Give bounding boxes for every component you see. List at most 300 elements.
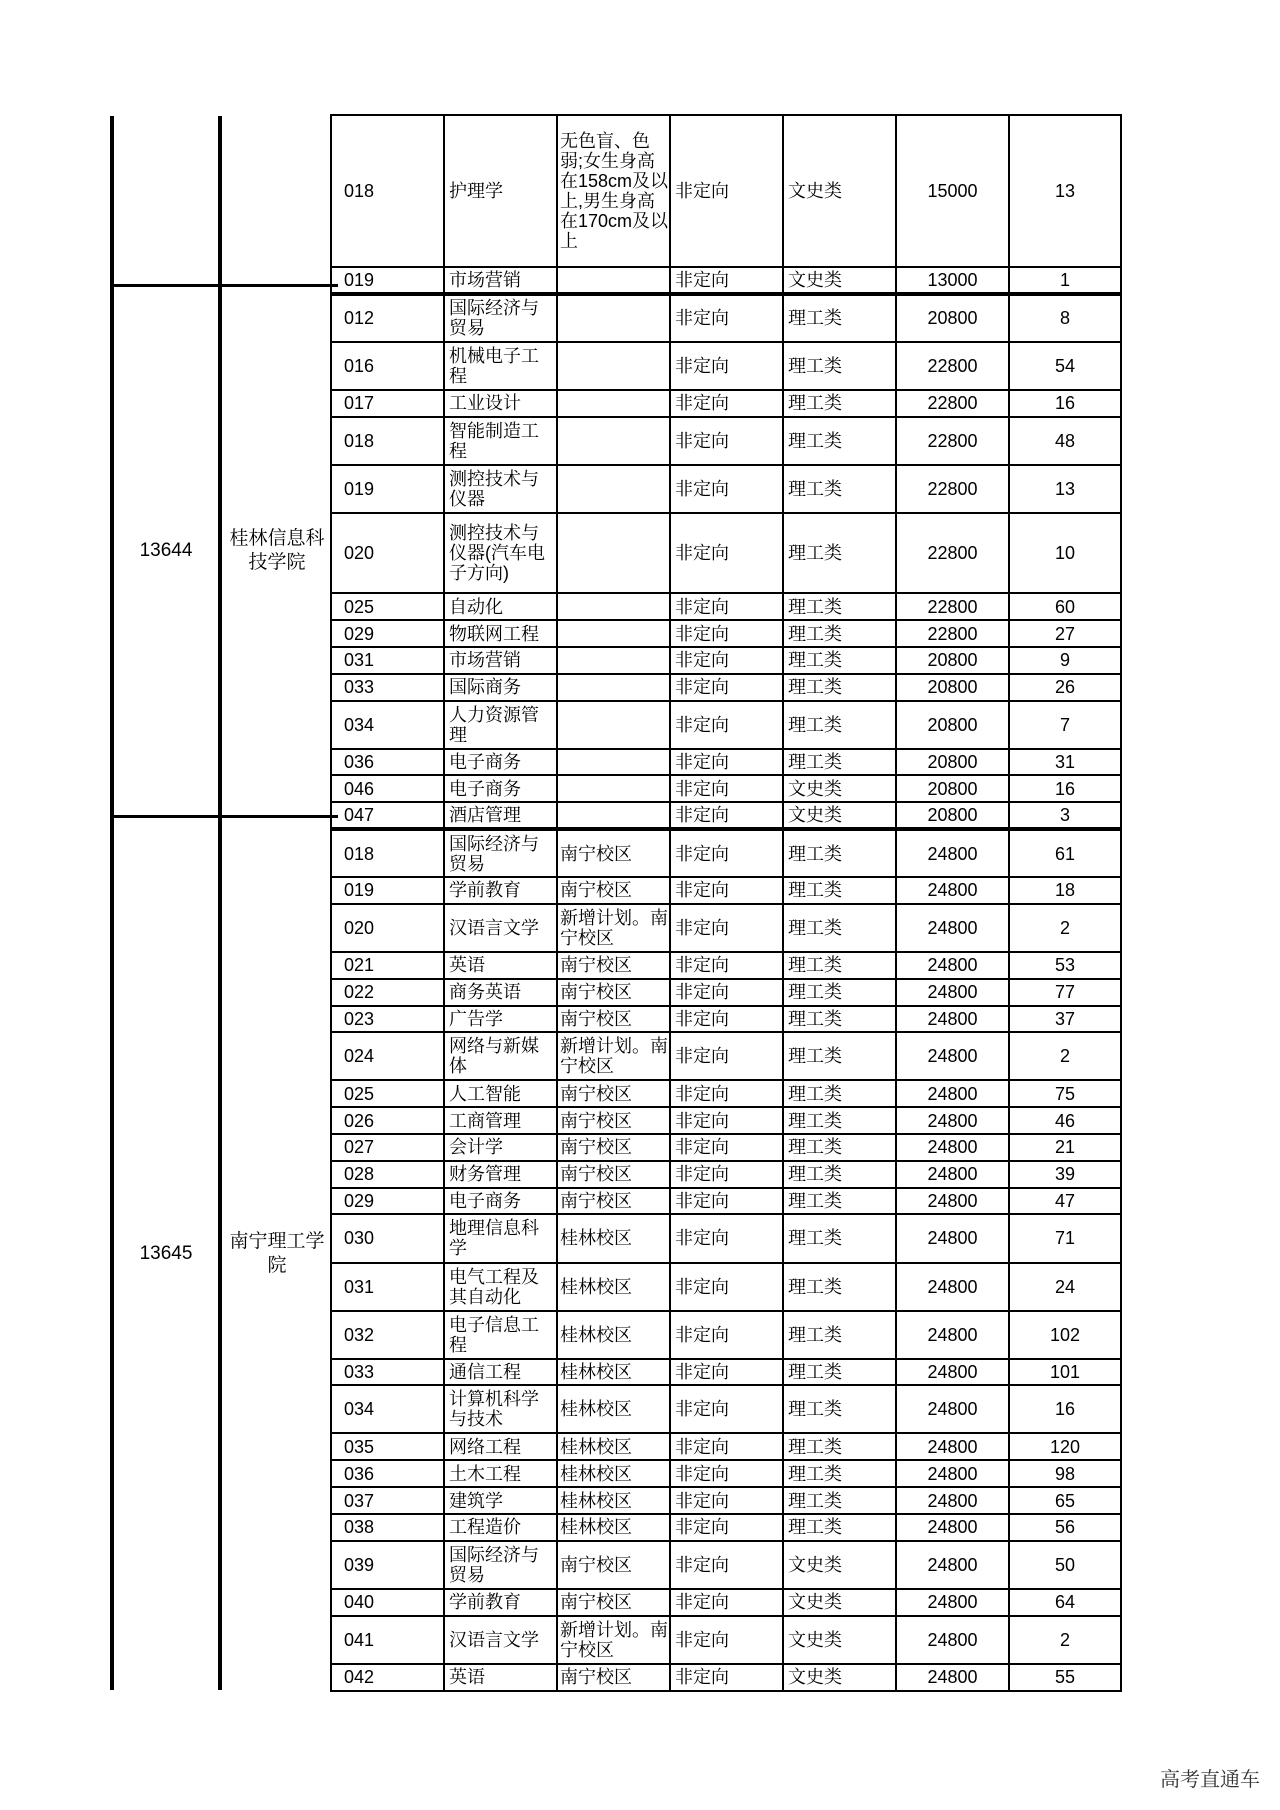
row-code <box>331 1487 444 1514</box>
subject-category-text: 理工类 <box>788 1008 842 1029</box>
remark-text: 南宁校区 <box>560 1110 632 1131</box>
tuition-fee-text: 13000 <box>927 269 978 290</box>
row-code-text: 034 <box>344 714 375 735</box>
enrollment-count-text: 16 <box>1054 778 1076 799</box>
major-name-text: 学前教育 <box>449 880 521 901</box>
enrollment-count <box>1009 1107 1121 1134</box>
subject-category <box>783 1589 896 1616</box>
remark-text: 南宁校区 <box>560 1592 632 1613</box>
major-name <box>444 1311 557 1359</box>
major-name <box>444 593 557 620</box>
tuition-fee-text: 24800 <box>927 1592 978 1613</box>
row-code <box>331 1311 444 1359</box>
enrollment-count-text: 37 <box>1054 1008 1076 1029</box>
enrollment-count-text: 9 <box>1059 650 1070 671</box>
enrollment-plan-table <box>330 114 1122 1692</box>
row-code-text: 026 <box>344 1110 375 1131</box>
table-row <box>331 1616 1121 1664</box>
remark-text: 桂林校区 <box>560 1276 632 1297</box>
row-code <box>331 513 444 593</box>
tuition-fee-text: 22800 <box>927 623 978 644</box>
major-name-text: 智能制造工程 <box>449 420 539 461</box>
enrollment-count <box>1009 775 1121 802</box>
major-name-text: 测控技术与仪器 <box>449 468 539 509</box>
major-name-text: 财务管理 <box>449 1164 521 1185</box>
tuition-fee-text: 24800 <box>927 1083 978 1104</box>
remark-text: 南宁校区 <box>560 880 632 901</box>
major-name-text: 会计学 <box>449 1137 503 1158</box>
enrollment-count <box>1009 1359 1121 1386</box>
tuition-fee-text: 24800 <box>927 917 978 938</box>
subject-category-text: 理工类 <box>788 596 842 617</box>
subject-category <box>783 802 896 829</box>
subject-category <box>783 465 896 513</box>
subject-category <box>783 1541 896 1589</box>
tuition-fee <box>896 513 1009 593</box>
table-row <box>331 1263 1121 1311</box>
subject-category <box>783 417 896 465</box>
row-code <box>331 701 444 749</box>
plan-type <box>670 1359 783 1386</box>
tuition-fee <box>896 802 1009 829</box>
subject-category-text: 理工类 <box>788 843 842 864</box>
major-name <box>444 1161 557 1188</box>
enrollment-count <box>1009 267 1121 294</box>
subject-category-text: 理工类 <box>788 1110 842 1131</box>
row-code <box>331 1385 444 1433</box>
plan-type <box>670 1589 783 1616</box>
table-row <box>331 877 1121 904</box>
remark-text: 南宁校区 <box>560 982 632 1003</box>
remark <box>557 952 670 979</box>
table-row <box>331 1311 1121 1359</box>
remark <box>557 829 670 877</box>
tuition-fee <box>896 1589 1009 1616</box>
plan-type-text: 非定向 <box>675 880 729 901</box>
table-row <box>331 775 1121 802</box>
subject-category <box>783 115 896 267</box>
enrollment-count <box>1009 674 1121 701</box>
remark <box>557 674 670 701</box>
plan-type-text: 非定向 <box>675 308 729 329</box>
enrollment-count-text: 50 <box>1054 1554 1076 1575</box>
table-row <box>331 1006 1121 1033</box>
table-row <box>331 1664 1121 1691</box>
row-code <box>331 749 444 776</box>
tuition-fee-text: 20800 <box>927 650 978 671</box>
plan-type <box>670 979 783 1006</box>
tuition-fee <box>896 267 1009 294</box>
major-name-text: 机械电子工程 <box>449 345 539 386</box>
subject-category-text: 理工类 <box>788 1324 842 1345</box>
plan-type <box>670 1032 783 1080</box>
tuition-fee <box>896 342 1009 390</box>
subject-category <box>783 1188 896 1215</box>
plan-type-text: 非定向 <box>675 1110 729 1131</box>
remark <box>557 1433 670 1460</box>
plan-type-text: 非定向 <box>675 1362 729 1383</box>
subject-category-text: 理工类 <box>788 623 842 644</box>
major-name-text: 人工智能 <box>449 1083 521 1104</box>
table-row <box>331 1514 1121 1541</box>
tuition-fee <box>896 775 1009 802</box>
major-name <box>444 1589 557 1616</box>
row-code <box>331 1161 444 1188</box>
subject-category-text: 理工类 <box>788 1276 842 1297</box>
row-code-text: 036 <box>344 1463 375 1484</box>
major-name-text: 广告学 <box>449 1008 503 1029</box>
remark-text: 桂林校区 <box>560 1324 632 1345</box>
tuition-fee <box>896 701 1009 749</box>
major-name <box>444 1433 557 1460</box>
row-code-text: 021 <box>344 955 375 976</box>
row-code <box>331 1589 444 1616</box>
watermark: 高考直通车 <box>1160 1769 1260 1791</box>
row-code <box>331 775 444 802</box>
row-code-text: 028 <box>344 1164 375 1185</box>
subject-category <box>783 1359 896 1386</box>
plan-type-text: 非定向 <box>675 805 729 826</box>
enrollment-count-text: 24 <box>1054 1276 1076 1297</box>
row-code-text: 019 <box>344 880 375 901</box>
table-body <box>331 115 1121 1691</box>
major-name <box>444 1214 557 1262</box>
subject-category <box>783 1385 896 1433</box>
subject-category <box>783 267 896 294</box>
enrollment-count-text: 8 <box>1059 308 1070 329</box>
row-code <box>331 674 444 701</box>
tuition-fee-text: 24800 <box>927 1164 978 1185</box>
tuition-fee-text: 20800 <box>927 677 978 698</box>
table-row <box>331 593 1121 620</box>
plan-type <box>670 1616 783 1664</box>
remark <box>557 390 670 417</box>
row-code-text: 016 <box>344 355 375 376</box>
major-name <box>444 647 557 674</box>
row-code-text: 037 <box>344 1490 375 1511</box>
enrollment-count <box>1009 1433 1121 1460</box>
enrollment-count <box>1009 1161 1121 1188</box>
row-code <box>331 417 444 465</box>
major-name <box>444 1080 557 1107</box>
row-code-text: 020 <box>344 917 375 938</box>
tuition-fee <box>896 1433 1009 1460</box>
plan-type-text: 非定向 <box>675 778 729 799</box>
row-code <box>331 465 444 513</box>
plan-type <box>670 1487 783 1514</box>
subject-category <box>783 1664 896 1691</box>
major-name-text: 自动化 <box>449 596 503 617</box>
table-row <box>331 1589 1121 1616</box>
major-name <box>444 1134 557 1161</box>
remark-text: 南宁校区 <box>560 843 632 864</box>
remark <box>557 294 670 342</box>
tuition-fee-text: 24800 <box>927 955 978 976</box>
enrollment-count-text: 56 <box>1054 1517 1076 1538</box>
plan-type-text: 非定向 <box>675 1667 729 1688</box>
major-name <box>444 1359 557 1386</box>
plan-type-text: 非定向 <box>675 714 729 735</box>
table-row <box>331 1080 1121 1107</box>
plan-type <box>670 775 783 802</box>
subject-category-text: 文史类 <box>788 181 842 201</box>
plan-type-text: 非定向 <box>675 1276 729 1297</box>
subject-category <box>783 647 896 674</box>
enrollment-count <box>1009 1188 1121 1215</box>
tuition-fee <box>896 1460 1009 1487</box>
table-row <box>331 1032 1121 1080</box>
university-name: 桂林信息科技学院 <box>229 528 325 573</box>
remark <box>557 593 670 620</box>
row-code-text: 022 <box>344 982 375 1003</box>
enrollment-count <box>1009 1032 1121 1080</box>
row-code <box>331 1006 444 1033</box>
enrollment-count-text: 77 <box>1054 982 1076 1003</box>
tuition-fee <box>896 1385 1009 1433</box>
major-name-text: 通信工程 <box>449 1362 521 1383</box>
plan-type-text: 非定向 <box>675 1399 729 1420</box>
major-name <box>444 1107 557 1134</box>
major-name <box>444 829 557 877</box>
major-name <box>444 513 557 593</box>
row-code-text: 032 <box>344 1324 375 1345</box>
row-code <box>331 979 444 1006</box>
enrollment-count-text: 61 <box>1054 843 1076 864</box>
subject-category-text: 理工类 <box>788 1191 842 1212</box>
subject-category-text: 理工类 <box>788 1490 842 1511</box>
major-name-text: 物联网工程 <box>449 623 539 644</box>
row-code-text: 036 <box>344 751 375 772</box>
plan-type-text: 非定向 <box>675 355 729 376</box>
row-code <box>331 620 444 647</box>
remark <box>557 465 670 513</box>
row-code-text: 023 <box>344 1008 375 1029</box>
table-row <box>331 1487 1121 1514</box>
table-row <box>331 1214 1121 1262</box>
row-code-text: 017 <box>344 393 375 414</box>
subject-category-text: 理工类 <box>788 1362 842 1383</box>
plan-type-text: 非定向 <box>675 1463 729 1484</box>
tuition-fee-text: 22800 <box>927 596 978 617</box>
table-row <box>331 1134 1121 1161</box>
enrollment-count <box>1009 1514 1121 1541</box>
major-name-text: 酒店管理 <box>449 805 521 826</box>
row-code-text: 031 <box>344 1276 375 1297</box>
tuition-fee-text: 24800 <box>927 880 978 901</box>
plan-type <box>670 115 783 267</box>
tuition-fee <box>896 115 1009 267</box>
tuition-fee <box>896 1006 1009 1033</box>
remark-text: 南宁校区 <box>560 1554 632 1575</box>
subject-category <box>783 775 896 802</box>
major-name-text: 市场营销 <box>449 269 521 290</box>
remark <box>557 1006 670 1033</box>
enrollment-count <box>1009 979 1121 1006</box>
table-row <box>331 465 1121 513</box>
subject-category <box>783 1214 896 1262</box>
major-name-text: 国际商务 <box>449 677 521 698</box>
table-row <box>331 620 1121 647</box>
subject-category <box>783 1006 896 1033</box>
tuition-fee-text: 24800 <box>927 982 978 1003</box>
major-name <box>444 877 557 904</box>
subject-category <box>783 1487 896 1514</box>
enrollment-count <box>1009 701 1121 749</box>
plan-type-text: 非定向 <box>675 596 729 617</box>
remark <box>557 1541 670 1589</box>
table-row <box>331 294 1121 342</box>
plan-type-text: 非定向 <box>675 269 729 290</box>
table-row <box>331 829 1121 877</box>
subject-category <box>783 877 896 904</box>
plan-type-text: 非定向 <box>675 751 729 772</box>
remark <box>557 1080 670 1107</box>
table-row <box>331 342 1121 390</box>
subject-category-text: 文史类 <box>788 778 842 799</box>
remark <box>557 1487 670 1514</box>
row-code-text: 035 <box>344 1436 375 1457</box>
subject-category-text: 文史类 <box>788 805 842 826</box>
plan-type-text: 非定向 <box>675 650 729 671</box>
tuition-fee <box>896 1161 1009 1188</box>
plan-type <box>670 647 783 674</box>
table-row <box>331 701 1121 749</box>
major-name-text: 工商管理 <box>449 1110 521 1131</box>
major-name-text: 建筑学 <box>449 1490 503 1511</box>
tuition-fee-text: 24800 <box>927 1436 978 1457</box>
enrollment-count <box>1009 465 1121 513</box>
major-name-text: 电子商务 <box>449 778 521 799</box>
plan-type <box>670 1263 783 1311</box>
major-name-text: 电子商务 <box>449 1191 521 1212</box>
major-name-text: 护理学 <box>449 181 503 201</box>
subject-category-text: 理工类 <box>788 543 842 564</box>
row-code <box>331 1107 444 1134</box>
row-code-text: 012 <box>344 308 375 329</box>
row-code <box>331 1359 444 1386</box>
major-name <box>444 904 557 952</box>
tuition-fee <box>896 1616 1009 1664</box>
table-row <box>331 1385 1121 1433</box>
plan-type <box>670 342 783 390</box>
major-name <box>444 1616 557 1664</box>
plan-type <box>670 267 783 294</box>
subject-category-text: 理工类 <box>788 677 842 698</box>
row-code-text: 024 <box>344 1046 375 1067</box>
remark <box>557 1107 670 1134</box>
row-code-text: 042 <box>344 1667 375 1688</box>
enrollment-count <box>1009 877 1121 904</box>
subject-category-text: 理工类 <box>788 1046 842 1067</box>
subject-category-text: 理工类 <box>788 478 842 499</box>
remark-text: 桂林校区 <box>560 1463 632 1484</box>
remark <box>557 1514 670 1541</box>
subject-category <box>783 1161 896 1188</box>
enrollment-count <box>1009 829 1121 877</box>
enrollment-count <box>1009 115 1121 267</box>
major-name <box>444 417 557 465</box>
plan-type-text: 非定向 <box>675 1324 729 1345</box>
enrollment-count-text: 21 <box>1054 1137 1076 1158</box>
row-code-text: 038 <box>344 1517 375 1538</box>
university-column-block <box>110 116 338 1690</box>
major-name-text: 电子信息工程 <box>449 1314 539 1355</box>
enrollment-count-text: 98 <box>1054 1463 1076 1484</box>
tuition-fee <box>896 952 1009 979</box>
row-code <box>331 904 444 952</box>
enrollment-count-text: 7 <box>1059 714 1070 735</box>
remark <box>557 267 670 294</box>
enrollment-count-text: 2 <box>1059 1046 1070 1067</box>
subject-category-text: 理工类 <box>788 955 842 976</box>
table-row <box>331 417 1121 465</box>
plan-type-text: 非定向 <box>675 1191 729 1212</box>
subject-category-text: 理工类 <box>788 355 842 376</box>
remark <box>557 1664 670 1691</box>
tuition-fee-text: 24800 <box>927 1629 978 1650</box>
row-code <box>331 1460 444 1487</box>
enrollment-count-text: 16 <box>1054 1399 1076 1420</box>
enrollment-count-text: 2 <box>1059 917 1070 938</box>
subject-category <box>783 979 896 1006</box>
tuition-fee-text: 24800 <box>927 1667 978 1688</box>
remark <box>557 1359 670 1386</box>
row-code-text: 019 <box>344 478 375 499</box>
tuition-fee-text: 20800 <box>927 805 978 826</box>
enrollment-count <box>1009 294 1121 342</box>
plan-type-text: 非定向 <box>675 181 729 201</box>
major-name <box>444 1664 557 1691</box>
enrollment-count-text: 120 <box>1049 1436 1081 1457</box>
enrollment-count-text: 54 <box>1054 355 1076 376</box>
major-name <box>444 749 557 776</box>
enrollment-count <box>1009 749 1121 776</box>
enrollment-count-text: 39 <box>1054 1164 1076 1185</box>
enrollment-count-text: 64 <box>1054 1592 1076 1613</box>
plan-type-text: 非定向 <box>675 1137 729 1158</box>
row-code-text: 033 <box>344 1362 375 1383</box>
enrollment-count <box>1009 1006 1121 1033</box>
tuition-fee <box>896 1214 1009 1262</box>
plan-type <box>670 1134 783 1161</box>
subject-category <box>783 701 896 749</box>
row-code <box>331 647 444 674</box>
remark <box>557 1589 670 1616</box>
table-row <box>331 1541 1121 1589</box>
enrollment-count-text: 13 <box>1054 181 1076 201</box>
tuition-fee <box>896 674 1009 701</box>
enrollment-count <box>1009 513 1121 593</box>
major-name <box>444 1032 557 1080</box>
tuition-fee <box>896 1514 1009 1541</box>
major-name <box>444 802 557 829</box>
enrollment-count <box>1009 1134 1121 1161</box>
row-code <box>331 390 444 417</box>
enrollment-count <box>1009 952 1121 979</box>
subject-category <box>783 1107 896 1134</box>
plan-type-text: 非定向 <box>675 677 729 698</box>
remark-text: 桂林校区 <box>560 1399 632 1420</box>
enrollment-count <box>1009 620 1121 647</box>
tuition-fee-text: 22800 <box>927 430 978 451</box>
major-name-text: 英语 <box>449 955 485 976</box>
plan-type-text: 非定向 <box>675 623 729 644</box>
subject-category-text: 文史类 <box>788 1554 842 1575</box>
remark-text: 新增计划。南宁校区 <box>560 1619 668 1660</box>
enrollment-count-text: 16 <box>1054 393 1076 414</box>
enrollment-count-text: 18 <box>1054 880 1076 901</box>
plan-type-text: 非定向 <box>675 543 729 564</box>
